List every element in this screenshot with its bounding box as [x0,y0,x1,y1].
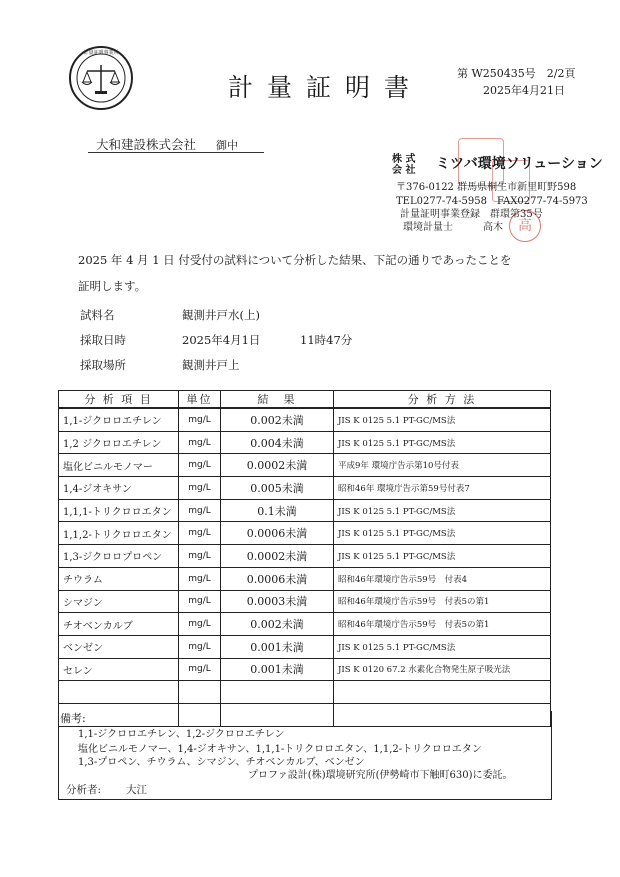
cell-item: 1,3-ジクロロプロペン [59,545,179,568]
cell-item: 塩化ビニルモノマー [59,454,179,477]
table-row [59,454,551,477]
cell-item: シマジン [59,590,179,613]
cell-item: 1,2 ジクロロエチレン [59,431,179,454]
cell-result: 0.0003未満 [221,590,334,613]
intro-line-1: 2025 年 4 月 1 日 付受付の試料について分析した結果、下記の通りであったことを [78,253,512,267]
sample-time-value: 11時47分 [300,333,353,347]
personal-stamp: 高 [509,210,541,242]
cell-method: JIS K 0125 5.1 PT-GC/MS法 [334,499,551,522]
svg-text:計量証明事業所: 計量証明事業所 [83,50,119,56]
sample-name-label: 試料名 [80,308,115,322]
cell-unit: mg/L [179,499,221,522]
cell-result: 0.001未満 [221,658,334,681]
header-item: 分 析 項 目 [59,391,179,409]
cell-unit: mg/L [179,613,221,636]
cell-result: 0.005未満 [221,477,334,500]
cell-result [221,681,334,704]
cell-unit: mg/L [179,408,221,431]
cell-method: 昭和46年環境庁告示59号 付表4 [334,567,551,590]
remarks-heading: 備考: [60,712,86,725]
table-row [59,408,551,431]
cell-method: JIS K 0125 5.1 PT-GC/MS法 [334,545,551,568]
cell-item [59,681,179,704]
cell-method: JIS K 0120 67.2 水素化合物発生原子吸光法 [334,658,551,681]
client-honorific: 御中 [216,139,238,152]
table-row [59,499,551,522]
cell-unit: mg/L [179,454,221,477]
cell-item: チウラム [59,567,179,590]
table-row [59,431,551,454]
issue-date: 2025年4月21日 [483,84,565,97]
issuer-tel-fax: TEL0277-74-5958 FAX0277-74-5973 [396,196,588,207]
cell-method [334,681,551,704]
cell-method: JIS K 0125 5.1 PT-GC/MS法 [334,431,551,454]
issuer-manager: 環境計量士 高木 [403,222,503,233]
sample-place-label: 採取場所 [80,358,126,372]
remarks-line-4: プロファ設計(株)環境研究所(伊勢崎市下触町630)に委託。 [248,770,513,781]
cell-result: 0.002未満 [221,408,334,431]
table-row [59,567,551,590]
intro-line-2: 証明します。 [78,279,147,293]
cell-result: 0.1未満 [221,499,334,522]
sample-name-value: 観測井戸水(上) [182,308,260,322]
cell-method: 平成9年 環境庁告示第10号付表 [334,454,551,477]
header-unit: 単位 [179,391,221,409]
analyst-name: 大江 [126,784,147,796]
table-row-empty [59,681,551,704]
issuer-corp-type: 株 式 会 社 [392,154,416,176]
cell-unit: mg/L [179,635,221,658]
cell-result: 0.0006未満 [221,522,334,545]
table-row [59,613,551,636]
document-title: 計量証明書 [228,73,424,102]
cell-result: 0.001未満 [221,635,334,658]
sample-place-value: 観測井戸上 [182,358,240,372]
cell-method: 昭和46年環境庁告示59号 付表5の第1 [334,590,551,613]
cell-method: JIS K 0125 5.1 PT-GC/MS法 [334,522,551,545]
cell-result: 0.0002未満 [221,545,334,568]
header-result: 結 果 [221,391,334,409]
table-row [59,545,551,568]
cell-item: 1,1,1-トリクロロエタン [59,499,179,522]
issuer-address: 〒376-0122 群馬県桐生市新里町野598 [396,182,577,193]
cell-unit: mg/L [179,658,221,681]
table-row [59,658,551,681]
cell-unit: mg/L [179,590,221,613]
issuer-name: ミツバ環境ソリューション [436,156,603,172]
cell-item: 1,4-ジオキサン [59,477,179,500]
remarks-line-3: 1,3-プロペン、チウラム、シマジン、チオベンカルブ、ベンゼン [78,757,365,768]
table-row [59,477,551,500]
table-header-row [59,391,551,409]
remarks-line-1: 1,1-ジクロロエチレン、1,2-ジクロロエチレン [78,729,285,740]
cell-unit: mg/L [179,567,221,590]
cell-method: JIS K 0125 5.1 PT-GC/MS法 [334,635,551,658]
analyst-label: 分析者: [66,784,102,796]
certification-seal [68,45,134,111]
cell-method: JIS K 0125 5.1 PT-GC/MS法 [334,408,551,431]
document-number: 第 W250435号 2/2頁 [457,67,576,80]
cell-result: 0.0006未満 [221,567,334,590]
cell-result: 0.0002未満 [221,454,334,477]
sample-datetime-label: 採取日時 [80,333,126,347]
remarks-line-2: 塩化ビニルモノマー、1,4-ジオキサン、1,1,1-トリクロロエタン、1,1,2-トリクロロエタン [78,744,482,755]
header-method: 分 析 方 法 [334,391,551,409]
client-name: 大和建設株式会社 [96,137,197,152]
cell-item: 1,1,2-トリクロロエタン [59,522,179,545]
table-row [59,590,551,613]
cell-unit [179,681,221,704]
issuer-registration: 計量証明事業登録 群環第35号 [400,209,543,220]
results-table [58,390,551,727]
client-underline [88,152,264,153]
table-row [59,522,551,545]
cell-result: 0.002未満 [221,613,334,636]
cell-unit: mg/L [179,477,221,500]
sample-date-value: 2025年4月1日 [182,333,261,347]
cell-result: 0.004未満 [221,431,334,454]
cell-method: 昭和46年環境庁告示59号 付表5の第1 [334,613,551,636]
cell-item: チオベンカルブ [59,613,179,636]
cell-item: セレン [59,658,179,681]
cell-unit: mg/L [179,431,221,454]
cell-unit: mg/L [179,522,221,545]
cell-item: 1,1-ジクロロエチレン [59,408,179,431]
cell-item: ベンゼン [59,635,179,658]
table-row [59,635,551,658]
cell-method: 昭和46年 環境庁告示第59号付表7 [334,477,551,500]
cell-unit: mg/L [179,545,221,568]
